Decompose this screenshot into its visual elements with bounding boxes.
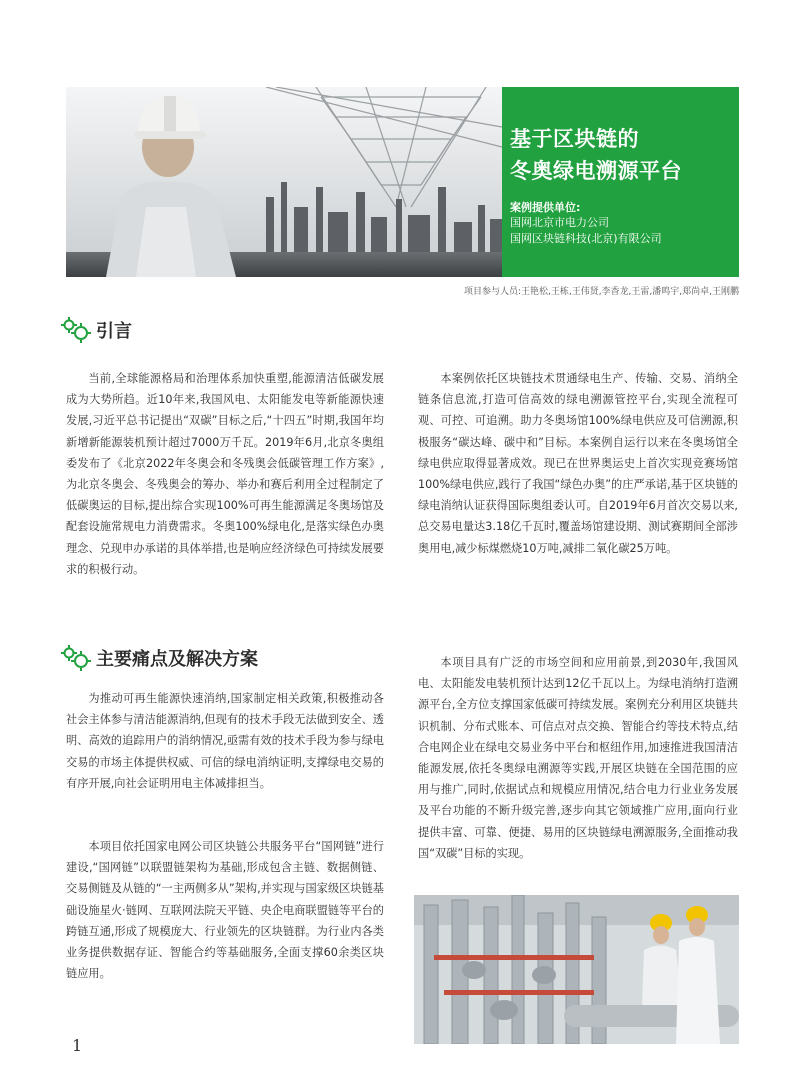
intro-right-paragraph: 本案例依托区块链技术贯通绿电生产、传输、交易、消纳全链条信息流,打造可信高效的绿电溯源管控平台,实现全流程可观、可控、可追溯。助力冬奥场馆100%绿电供应及可信溯源,积极服务“碳达峰、碳中和”目标。本案例自运行以来在冬奥场馆全绿电供应取得显著成效。现已在世界奥运史上首次实现竞赛场馆100%绿电供应,践行了我国“绿色办奥”的庄严承诺,基于区块链的绿电消纳认证获得国际奥组委认可。自2019年6月首次交易以来,总交易电量达3.18亿千瓦时,覆盖场馆建设期、测试赛期间全部涉奥用电,减少标煤燃烧10万吨,减排二氧化碳25万吨。 <box>418 372 738 555</box>
section-intro-title: 引言 <box>96 321 132 342</box>
participants-line: 项目参与人员:王艳松,王栋,王伟贤,李香龙,王雷,潘鸣宇,郑尚卓,王刚鹏 <box>463 287 739 297</box>
pain-right-paragraph: 本项目具有广泛的市场空间和应用前景,到2030年,我国风电、太阳能发电装机预计达到12亿千瓦以上。为绿电消纳打造溯源平台,全方位支撑国家低碳可持续发展。案例充分利用区块链共识机制、分布式账本、可信点对点交换、智能合约等技术特点,结合电网企业在绿电交易业务中平台和枢纽作用,加速推进我国清洁能源发展,依托冬奥绿电溯源等实践,开展区块链在全国范围的应用与推广,同时,依据试点和规模应用情况,结合电力行业业务发展及平台功能的不断升级完善,逐步向其它领域推广应用,面向行业提供丰富、可靠、便捷、易用的区块链绿电溯源服务,全面推动我国“双碳”目标的实现。 <box>418 656 738 860</box>
provider-1: 国网北京市电力公司 <box>510 216 609 229</box>
section-pain-heading <box>60 644 258 672</box>
provider-2: 国网区块链科技(北京)有限公司 <box>510 232 662 245</box>
section-pain-title: 主要痛点及解决方案 <box>96 649 258 670</box>
title-line-2: 冬奥绿电溯源平台 <box>510 159 682 183</box>
industrial-scene-illustration <box>66 87 502 277</box>
page-number: 1 <box>72 1036 83 1055</box>
provider-label: 案例提供单位: <box>510 201 581 214</box>
section-intro-heading <box>60 316 132 344</box>
intro-left-paragraph: 当前,全球能源格局和治理体系加快重塑,能源清洁低碳发展成为大势所趋。近10年来,我国风电、太阳能发电等新能源快速发展,习近平总书记提出“双碳”目标之后,“十四五”时期,我国年均新增新能源装机预计超过7000万千瓦。2019年6月,北京冬奥组委发布了《北京2022年冬奥会和冬残奥会低碳管理工作方案》,为北京冬奥会、冬残奥会的筹办、举办和赛后利用全过程制定了低碳奥运的目标,提出综合实现100%可再生能源满足冬奥场馆及配套设施常规电力消费需求。冬奥100%绿电化,是落实绿色办奥理念、兑现申办承诺的具体举措,也是响应经济绿色可持续发展要求的积极行动。 <box>66 372 384 576</box>
plant-workers-photo <box>414 895 739 1044</box>
title-line-1: 基于区块链的 <box>510 127 639 151</box>
pain-left-paragraph-1: 为推动可再生能源快速消纳,国家制定相关政策,积极推动各社会主体参与清洁能源消纳,但现有的技术手段无法做到安全、透明、高效的追踪用户的消纳情况,亟需有效的技术手段为参与绿电交易的市场主体提供权威、可信的绿电消纳证明,支撑绿电交易的有序开展,向社会证明用电主体减排担当。 <box>66 692 384 790</box>
pain-left-paragraph-2: 本项目依托国家电网公司区块链公共服务平台“国网链”进行建设,“国网链”以联盟链架构为基础,形成包含主链、数据侧链、交易侧链及从链的“一主两侧多从”架构,并实现与国家级区块链基础设施星火·链网、互联网法院天平链、央企电商联盟链等平台的跨链互通,形成了规模庞大、行业领先的区块链群。为行业内各类业务提供数据存证、智能合约等基础服务,全面支撑60余类区块链应用。 <box>66 840 384 981</box>
hero-title-panel <box>502 87 739 277</box>
green-gears-icon <box>60 644 92 672</box>
green-gears-icon <box>60 316 92 344</box>
plant-workers-illustration <box>414 895 739 1044</box>
hero-photo <box>66 87 502 277</box>
